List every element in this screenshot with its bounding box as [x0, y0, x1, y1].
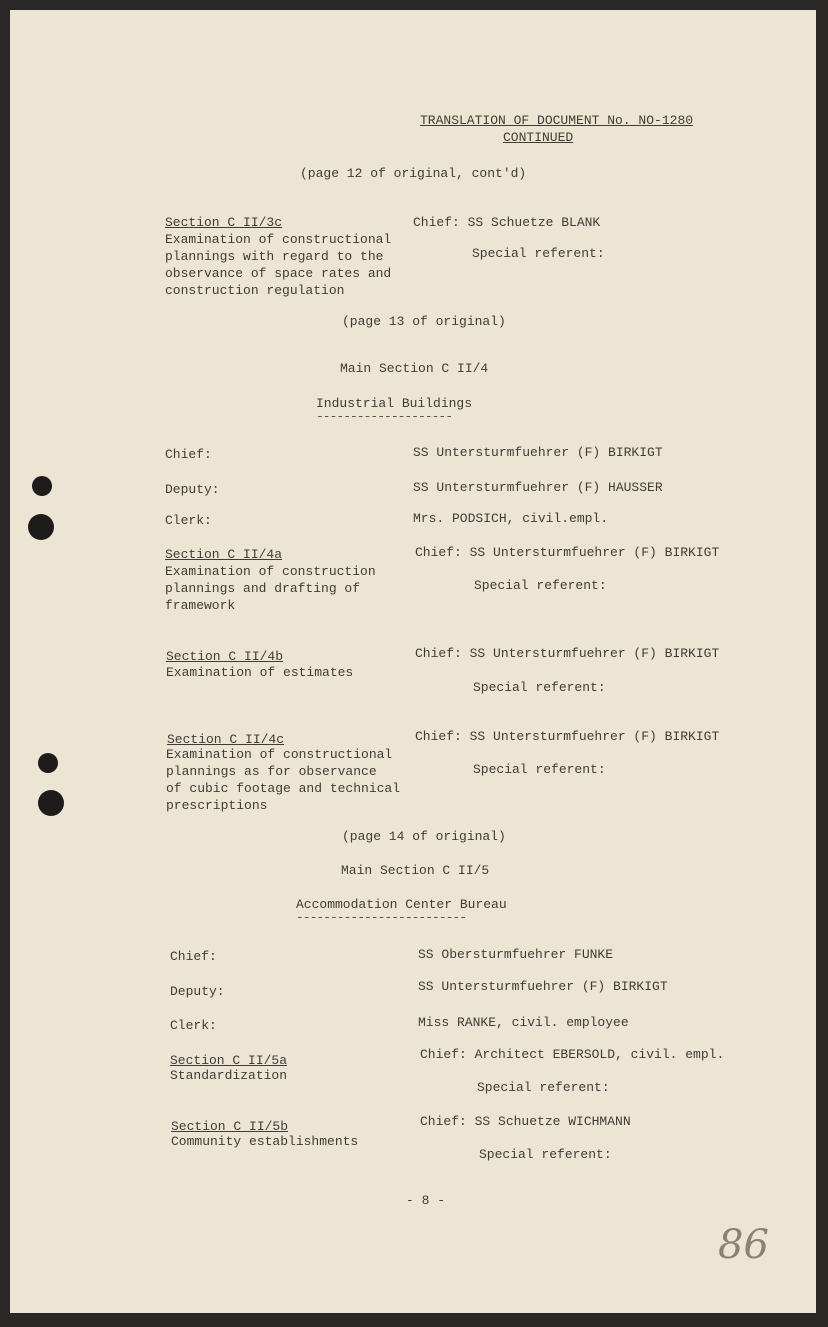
header-continued: CONTINUED — [503, 130, 574, 145]
divider: -------------------- — [316, 409, 453, 424]
section-title: Section C II/4c — [167, 732, 285, 747]
section-title: Section C II/4b — [166, 649, 284, 664]
special-referent: Special referent: — [479, 1147, 612, 1162]
deputy-name: SS Untersturmfuehrer (F) BIRKIGT — [418, 979, 668, 994]
section-chief: Chief: SS Untersturmfuehrer (F) BIRKIGT — [415, 729, 720, 744]
section-title: Section C II/3c — [165, 215, 283, 230]
chief-label: Chief: — [170, 949, 217, 964]
main-section-title: Main Section C II/5 — [341, 863, 490, 878]
section-description: Community establishments — [171, 1134, 359, 1149]
section-chief: Chief: SS Schuetze BLANK — [413, 215, 601, 230]
section-description: Examination of construction plannings and drafting of framework — [165, 564, 376, 613]
section-chief: Chief: SS Schuetze WICHMANN — [420, 1114, 631, 1129]
section-chief: Chief: SS Untersturmfuehrer (F) BIRKIGT — [415, 646, 720, 661]
clerk-label: Clerk: — [170, 1018, 217, 1033]
divider: ------------------------- — [296, 910, 467, 925]
special-referent: Special referent: — [477, 1080, 610, 1095]
section-description: Standardization — [170, 1068, 288, 1083]
page-note: (page 13 of original) — [342, 314, 506, 329]
special-referent: Special referent: — [473, 680, 606, 695]
section-title: Section C II/5b — [171, 1119, 289, 1134]
chief-label: Chief: — [165, 447, 212, 462]
punch-hole — [32, 476, 52, 496]
special-referent: Special referent: — [472, 246, 605, 261]
deputy-label: Deputy: — [165, 482, 220, 497]
chief-name: SS Untersturmfuehrer (F) BIRKIGT — [413, 445, 663, 460]
clerk-name: Mrs. PODSICH, civil.empl. — [413, 511, 609, 526]
clerk-name: Miss RANKE, civil. employee — [418, 1015, 629, 1030]
special-referent: Special referent: — [474, 578, 607, 593]
section-description: Examination of constructional plannings with regard to the observance of space rates and construction regulation — [165, 232, 392, 298]
section-chief: Chief: Architect EBERSOLD, civil. empl. — [420, 1047, 725, 1062]
page-note: (page 14 of original) — [342, 829, 506, 844]
punch-hole — [38, 753, 58, 773]
section-description: Examination of constructional plannings as for observance of cubic footage and technical prescriptions — [166, 747, 401, 813]
chief-name: SS Obersturmfuehrer FUNKE — [418, 947, 614, 962]
handwritten-page-mark: 86 — [718, 1222, 769, 1268]
punch-hole — [28, 514, 54, 540]
main-section-subtitle: Accommodation Center Bureau — [296, 897, 507, 912]
section-title: Section C II/4a — [165, 547, 283, 562]
section-description: Examination of estimates — [166, 665, 354, 680]
header-title: TRANSLATION OF DOCUMENT No. NO-1280 — [420, 113, 694, 128]
section-chief: Chief: SS Untersturmfuehrer (F) BIRKIGT — [415, 545, 720, 560]
deputy-name: SS Untersturmfuehrer (F) HAUSSER — [413, 480, 663, 495]
clerk-label: Clerk: — [165, 513, 212, 528]
deputy-label: Deputy: — [170, 984, 225, 999]
punch-hole — [38, 790, 64, 816]
page-number: - 8 - — [406, 1193, 446, 1208]
section-title: Section C II/5a — [170, 1053, 288, 1068]
special-referent: Special referent: — [473, 762, 606, 777]
main-section-subtitle: Industrial Buildings — [316, 396, 473, 411]
main-section-title: Main Section C II/4 — [340, 361, 489, 376]
page-note: (page 12 of original, cont'd) — [300, 166, 527, 181]
